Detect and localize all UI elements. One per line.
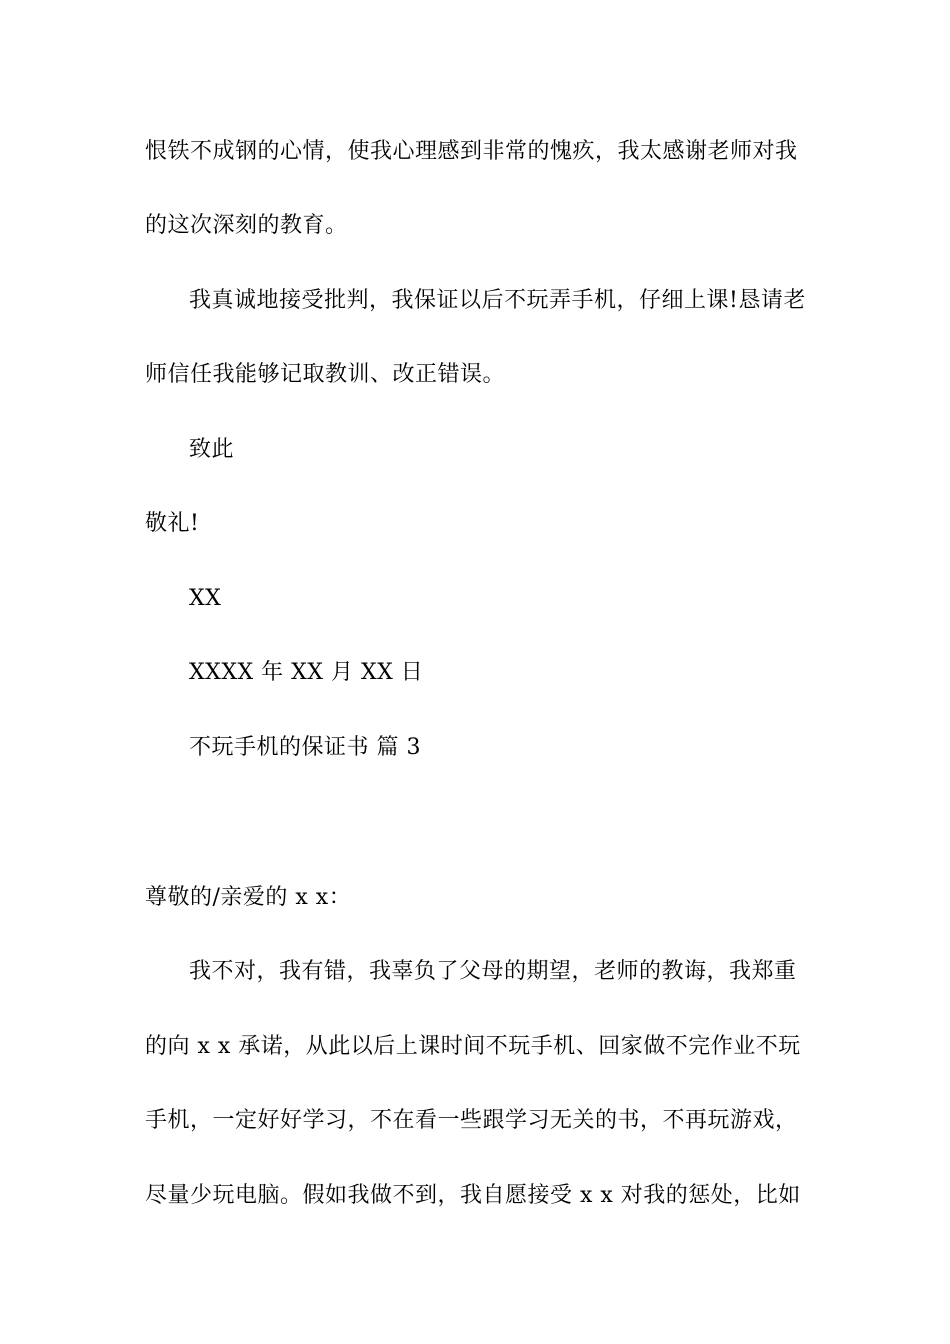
- paragraph-line: 我不对，我有错，我辜负了父母的期望，老师的教诲，我郑重: [189, 959, 797, 984]
- paragraph-line: 恨铁不成钢的心情，使我心理感到非常的愧疚，我太感谢老师对我: [145, 139, 798, 164]
- letter-greeting: 尊敬的/亲爱的 x x：: [145, 885, 352, 910]
- signature-name: XX: [189, 586, 222, 611]
- paragraph-line: 手机，一定好好学习，不在看一些跟学习无关的书，不再玩游戏，: [145, 1108, 798, 1133]
- paragraph-line: 尽量少玩电脑。假如我做不到，我自愿接受 x x 对我的惩处，比如: [145, 1183, 801, 1208]
- section-heading: 不玩手机的保证书 篇 3: [189, 735, 421, 760]
- paragraph-line: 我真诚地接受批判，我保证以后不玩弄手机，仔细上课!恳请老: [189, 288, 806, 313]
- paragraph-line: 师信任我能够记取教训、改正错误。: [145, 362, 506, 387]
- salutation-closing: 敬礼!: [145, 511, 200, 536]
- paragraph-line: 的向 x x 承诺，从此以后上课时间不玩手机、回家做不完作业不玩: [145, 1034, 801, 1059]
- signature-date: XXXX 年 XX 月 XX 日: [189, 660, 424, 685]
- closing-phrase: 致此: [189, 437, 235, 462]
- paragraph-line: 的这次深刻的教育。: [145, 213, 348, 238]
